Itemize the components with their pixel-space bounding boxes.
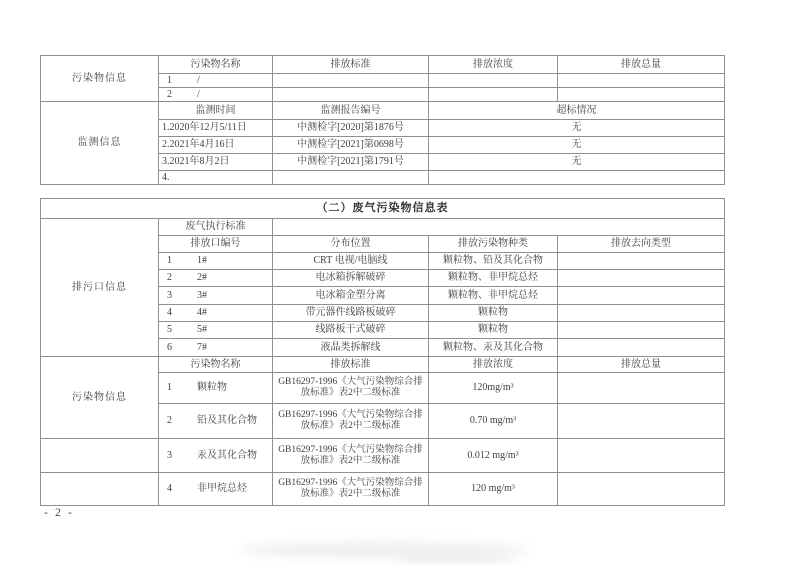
location-cell: 带元器件线路板破碎 bbox=[273, 305, 429, 322]
destination-cell bbox=[558, 305, 725, 322]
row-number: 2 bbox=[167, 88, 172, 100]
row-number: 1 bbox=[167, 255, 172, 267]
pollutant-name-cell bbox=[159, 404, 273, 439]
outlet-code: 2# bbox=[197, 272, 207, 284]
destination-cell bbox=[558, 287, 725, 305]
monitor-time-cell: 4. bbox=[159, 171, 273, 185]
section-label-pollutant-info: 污染物信息 bbox=[41, 56, 159, 102]
column-header-monitor-report-no: 监测报告编号 bbox=[273, 102, 429, 120]
row-number: 3 bbox=[167, 289, 172, 301]
column-header-emission-standard: 排放标准 bbox=[273, 357, 429, 373]
row-number: 5 bbox=[167, 324, 172, 336]
page-number: - 2 - bbox=[44, 505, 74, 519]
pollutant-name-value: / bbox=[197, 88, 200, 100]
destination-cell bbox=[558, 253, 725, 270]
exceedance-cell: 无 bbox=[429, 120, 725, 137]
monitor-report-cell: 中测检字[2021]第0698号 bbox=[273, 137, 429, 154]
column-header-emission-concentration: 排放浓度 bbox=[429, 56, 558, 74]
monitor-time-cell: 1.2020年12月5/11日 bbox=[159, 120, 273, 137]
pollutant-name-value: 非甲烷总烃 bbox=[197, 483, 247, 495]
outlet-code: 7# bbox=[197, 341, 207, 353]
pollutant-name-value: / bbox=[197, 74, 200, 86]
outlet-code: 5# bbox=[197, 324, 207, 336]
section-label-empty-cell bbox=[41, 473, 159, 506]
row-number: 3 bbox=[167, 449, 172, 461]
emission-total-cell bbox=[558, 74, 725, 88]
emission-total-cell bbox=[558, 88, 725, 102]
species-cell: 颗粒物、非甲烷总烃 bbox=[429, 270, 558, 287]
outlet-no-cell bbox=[159, 339, 273, 357]
section-label-pollutant-info: 污染物信息 bbox=[41, 357, 159, 439]
section-label-monitor-info: 监测信息 bbox=[41, 102, 159, 185]
outlet-no-cell bbox=[159, 305, 273, 322]
pollutant-name-value: 颗粒物 bbox=[197, 382, 227, 394]
column-header-destination: 排放去向类型 bbox=[558, 236, 725, 253]
column-header-exceedance: 超标情况 bbox=[429, 102, 725, 120]
species-cell: 颗粒物、汞及其化合物 bbox=[429, 339, 558, 357]
row-number: 6 bbox=[167, 341, 172, 353]
pollutant-monitor-table bbox=[40, 55, 725, 185]
pollutant-name-cell bbox=[159, 373, 273, 404]
column-header-monitor-time: 监测时间 bbox=[159, 102, 273, 120]
outlet-no-cell bbox=[159, 270, 273, 287]
row-number: 4 bbox=[167, 307, 172, 319]
row-number: 1 bbox=[167, 74, 172, 86]
table-row bbox=[41, 102, 725, 120]
column-header-pollutant-name: 污染物名称 bbox=[159, 56, 273, 74]
exceedance-cell bbox=[429, 171, 725, 185]
destination-cell bbox=[558, 339, 725, 357]
destination-cell bbox=[558, 270, 725, 287]
emission-concentration-cell: 120 mg/m³ bbox=[429, 473, 558, 506]
table-row bbox=[41, 199, 725, 219]
emission-total-cell bbox=[558, 473, 725, 506]
column-header-emission-standard: 排放标准 bbox=[273, 56, 429, 74]
column-header-pollutant-name: 污染物名称 bbox=[159, 357, 273, 373]
species-cell: 颗粒物 bbox=[429, 305, 558, 322]
location-cell: 电冰箱金塑分离 bbox=[273, 287, 429, 305]
monitor-report-cell: 中测检字[2021]第1791号 bbox=[273, 154, 429, 171]
emission-standard-cell: GB16297-1996《大气污染物综合排放标准》表2中二级标准 bbox=[273, 404, 429, 439]
row-number: 2 bbox=[167, 272, 172, 284]
outlet-code: 1# bbox=[197, 255, 207, 267]
emission-concentration-cell: 0.012 mg/m³ bbox=[429, 439, 558, 473]
monitor-report-cell bbox=[273, 171, 429, 185]
exceedance-cell: 无 bbox=[429, 154, 725, 171]
species-cell: 颗粒物、铅及其化合物 bbox=[429, 253, 558, 270]
emission-standard-cell: GB16297-1996《大气污染物综合排放标准》表2中二级标准 bbox=[273, 373, 429, 404]
monitor-time-cell: 2.2021年4月16日 bbox=[159, 137, 273, 154]
pollutant-name-value: 汞及其化合物 bbox=[197, 449, 257, 461]
waste-gas-standard-value bbox=[273, 219, 725, 236]
location-cell: 线路板干式破碎 bbox=[273, 322, 429, 339]
column-header-outlet-no: 排放口编号 bbox=[159, 236, 273, 253]
pollutant-name-value: 铅及其化合物 bbox=[197, 415, 257, 427]
table-row bbox=[41, 473, 725, 506]
section-label-empty-cell bbox=[41, 439, 159, 473]
species-cell: 颗粒物 bbox=[429, 322, 558, 339]
exceedance-cell: 无 bbox=[429, 137, 725, 154]
column-header-emission-total: 排放总量 bbox=[558, 56, 725, 74]
location-cell: CRT 电视/电脑线 bbox=[273, 253, 429, 270]
row-number: 2 bbox=[167, 415, 172, 427]
pollutant-name-cell bbox=[159, 74, 273, 88]
outlet-code: 4# bbox=[197, 307, 207, 319]
outlet-code: 3# bbox=[197, 289, 207, 301]
emission-concentration-cell: 120mg/m³ bbox=[429, 373, 558, 404]
column-header-emission-concentration: 排放浓度 bbox=[429, 357, 558, 373]
emission-standard-cell: GB16297-1996《大气污染物综合排放标准》表2中二级标准 bbox=[273, 473, 429, 506]
table-row bbox=[41, 219, 725, 236]
pollutant-name-cell bbox=[159, 473, 273, 506]
outlet-no-cell bbox=[159, 322, 273, 339]
emission-standard-cell: GB16297-1996《大气污染物综合排放标准》表2中二级标准 bbox=[273, 439, 429, 473]
pollutant-name-cell bbox=[159, 88, 273, 102]
emission-concentration-cell: 0.70 mg/m³ bbox=[429, 404, 558, 439]
column-header-emission-total: 排放总量 bbox=[558, 357, 725, 373]
row-number: 4 bbox=[167, 483, 172, 495]
emission-total-cell bbox=[558, 404, 725, 439]
scan-artifact bbox=[395, 556, 515, 564]
species-cell: 颗粒物、非甲烷总烃 bbox=[429, 287, 558, 305]
waste-gas-pollutant-table bbox=[40, 198, 725, 506]
table-row bbox=[41, 56, 725, 74]
pollutant-name-cell bbox=[159, 439, 273, 473]
monitor-report-cell: 中测检字[2020]第1876号 bbox=[273, 120, 429, 137]
emission-total-cell bbox=[558, 373, 725, 404]
emission-standard-cell bbox=[273, 88, 429, 102]
scan-artifact bbox=[240, 543, 530, 557]
table-row bbox=[41, 439, 725, 473]
section-label-outlet-info: 排污口信息 bbox=[41, 219, 159, 357]
emission-concentration-cell bbox=[429, 88, 558, 102]
column-header-species: 排放污染物种类 bbox=[429, 236, 558, 253]
table-row bbox=[41, 357, 725, 373]
waste-gas-standard-label: 废气执行标准 bbox=[159, 219, 273, 236]
outlet-no-cell bbox=[159, 287, 273, 305]
destination-cell bbox=[558, 322, 725, 339]
outlet-no-cell bbox=[159, 253, 273, 270]
location-cell: 液晶类拆解线 bbox=[273, 339, 429, 357]
table-title: （二）废气污染物信息表 bbox=[41, 199, 725, 219]
column-header-location: 分布位置 bbox=[273, 236, 429, 253]
monitor-time-cell: 3.2021年8月2日 bbox=[159, 154, 273, 171]
location-cell: 电冰箱拆解破碎 bbox=[273, 270, 429, 287]
row-number: 1 bbox=[167, 382, 172, 394]
emission-concentration-cell bbox=[429, 74, 558, 88]
emission-total-cell bbox=[558, 439, 725, 473]
emission-standard-cell bbox=[273, 74, 429, 88]
